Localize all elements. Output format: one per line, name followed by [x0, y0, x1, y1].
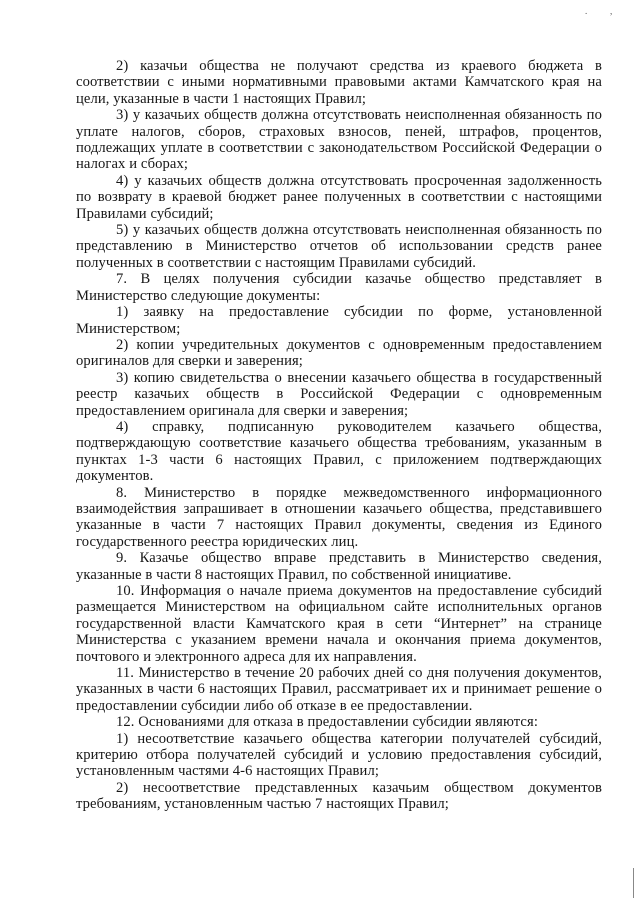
paragraph-11: 11. Министерство в течение 20 рабочих дней со дня получения документов, указанных в части 6 настоящих Правил, рассматривает их и принимает решение о предоставлении субсидии либо об отказе в ее предоставлении.: [76, 665, 602, 714]
paragraph-7: 7. В целях получения субсидии казачье общество представляет в Министерство следующие документы:: [76, 271, 602, 304]
paragraph-12-2: 2) несоответствие представленных казачьим обществом документов требованиям, установленным частью 7 настоящих Правил;: [76, 779, 602, 813]
paragraph-6-3: 3) у казачьих обществ должна отсутствовать неисполненная обязанность по уплате налогов, сборов, страховых взносов, пеней, штрафов, процентов, подлежащих уплате в соответствии с законодательством Российской Федерации о налогах и сборах;: [76, 107, 602, 173]
document-body: [76, 58, 602, 813]
paragraph-7-3: 3) копию свидетельства о внесении казачьего общества в государственный реестр казачьих обществ в Российской Федерации с одновременным предоставлением оригинала для сверки и заверения;: [76, 369, 602, 419]
paragraph-6-2: 2) казачьи общества не получают средства из краевого бюджета в соответствии с иными нормативными правовыми актами Камчатского края на цели, указанные в части 1 настоящих Правил;: [76, 58, 602, 107]
paragraph-7-1: 1) заявку на предоставление субсидии по форме, установленной Министерством;: [76, 304, 602, 337]
scan-mark-left: .: [585, 6, 588, 16]
paragraph-7-2: 2) копии учредительных документов с одновременным предоставлением оригиналов для сверки и заверения;: [76, 336, 602, 370]
paragraph-12: 12. Основаниями для отказа в предоставлении субсидии являются:: [116, 714, 538, 731]
paragraph-6-4: 4) у казачьих обществ должна отсутствовать просроченная задолженность по возврату в краевой бюджет ранее полученных в соответствии с настоящими Правилами субсидий;: [76, 172, 602, 222]
paragraph-7-4: 4) справку, подписанную руководителем казачьего общества, подтверждающую соответствие казачьего общества требованиям, указанным в пунктах 1-3 части 6 настоящих Правил, с приложением подтверждающих документов.: [76, 418, 602, 485]
paragraph-12-1: 1) несоответствие казачьего общества категории получателей субсидий, критерию отбора получателей субсидий и условию предоставления субсидий, установленным частями 4-6 настоящих Правил;: [76, 730, 602, 780]
paragraph-6-5: 5) у казачьих обществ должна отсутствовать неисполненная обязанность по представлению в Министерство отчетов об использовании средств ранее полученных в соответствии с настоящим Правилами субсидий.: [76, 222, 602, 271]
paragraph-9: 9. Казачье общество вправе представить в Министерство сведения, указанные в части 8 настоящих Правил, по собственной инициативе.: [76, 550, 602, 583]
paragraph-8: 8. Министерство в порядке межведомственного информационного взаимодействия запрашивает в отношении казачьего общества, представившего указанные в части 7 настоящих Правил документы, сведения из Единого государственного реестра юридических лиц.: [76, 484, 602, 550]
paragraph-10: 10. Информация о начале приема документов на предоставление субсидий размещается Министерством на официальном сайте исполнительных органов государственной власти Камчатского края в сети “Интернет” на странице Министерства с указанием времени начала и окончания приема документов, почтового и электронного адреса для их направления.: [76, 583, 602, 665]
scan-edge-line: [633, 868, 634, 898]
scan-mark-right: ,: [610, 6, 613, 16]
